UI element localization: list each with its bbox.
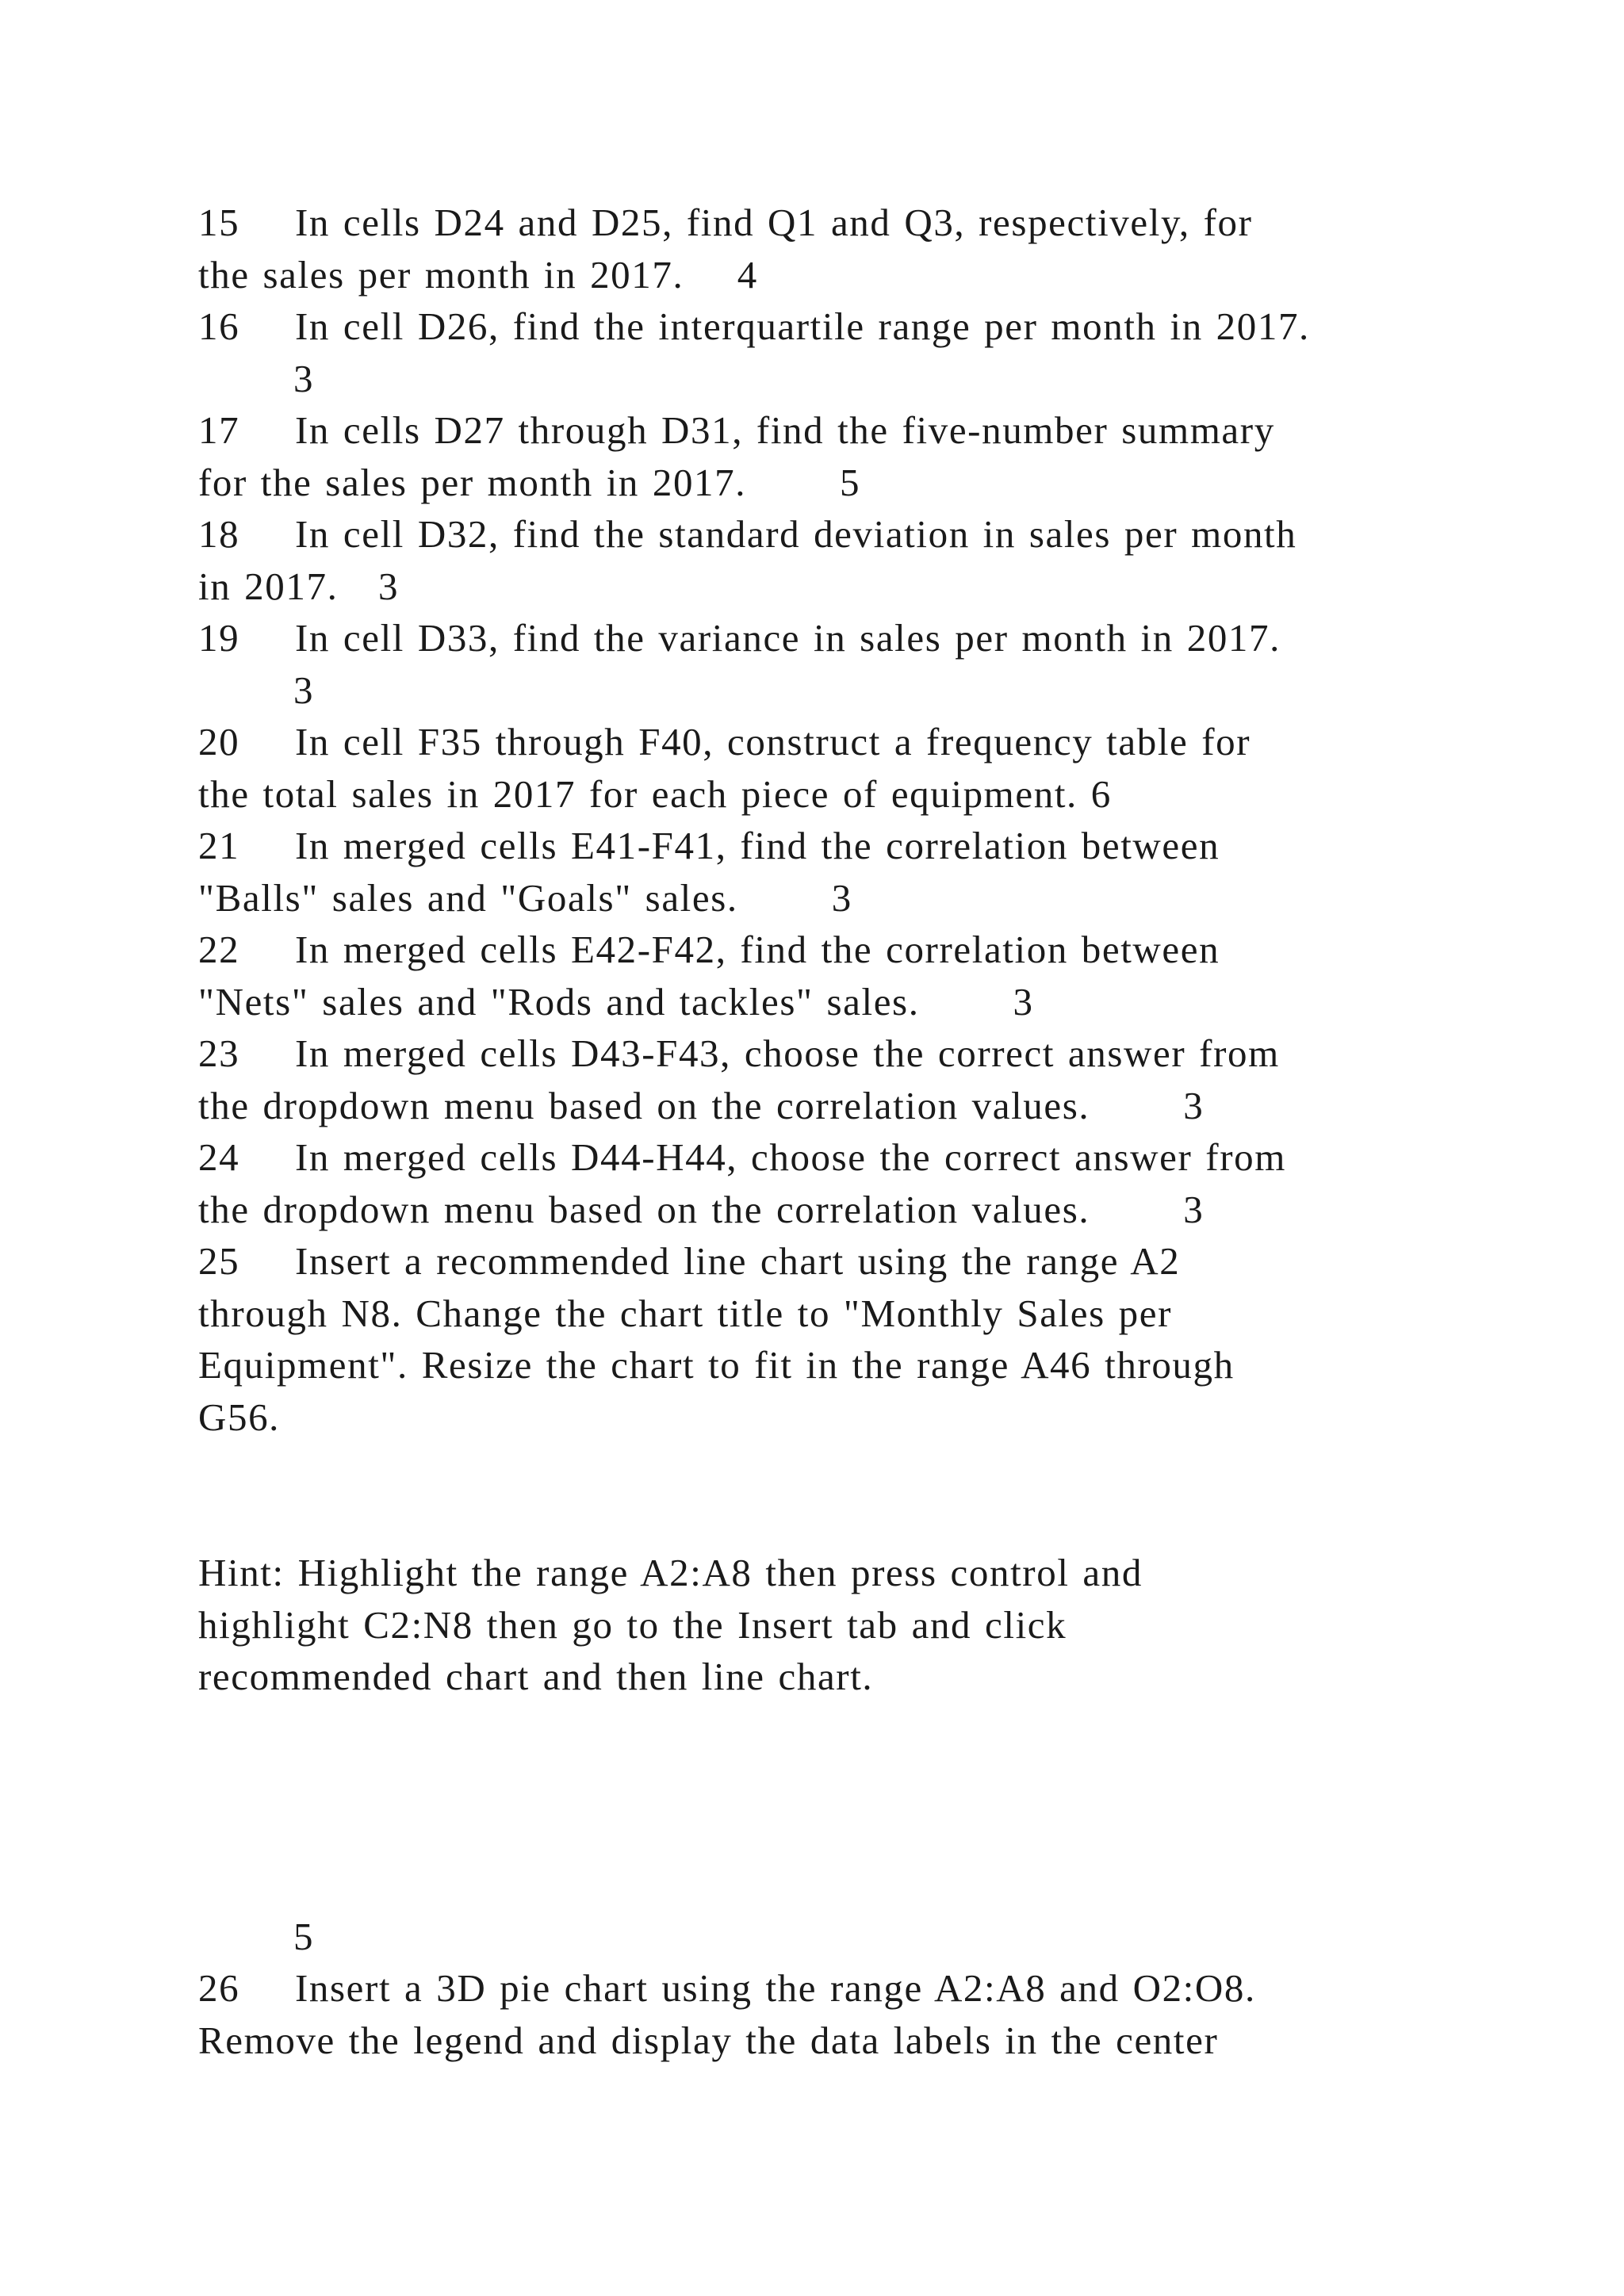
item-15-line-2: the sales per month in 2017. 4 [198,252,758,297]
item-text: In cell D26, find the interquartile range per month in 2017. [295,304,1310,348]
item-25-line-3: Equipment". Resize the chart to fit in the range A46 through [198,1343,1235,1387]
item-19-points: 3 [293,668,315,712]
item-22-line-2: "Nets" sales and "Rods and tackles" sales. 3 [198,979,1034,1024]
blank-line [198,1807,1499,1859]
item-number: 23 [198,1031,240,1075]
item-16-points: 3 [293,356,315,400]
item-number: 22 [198,928,240,971]
hint-line-3: recommended chart and then line chart. [198,1655,874,1698]
item-number: 26 [198,1966,240,2010]
item-number: 19 [198,616,240,660]
blank-line [198,1443,1499,1495]
item-text: In cells D27 through D31, find the five-number summary [295,408,1275,452]
item-25-line-4: G56. [198,1395,281,1439]
item-number: 20 [198,720,240,763]
item-number: 25 [198,1239,240,1283]
item-15-line-1 [198,197,1499,249]
item-number: 24 [198,1135,240,1179]
item-number: 17 [198,408,240,452]
item-17-line-2: for the sales per month in 2017. 5 [198,460,861,504]
item-text: Insert a 3D pie chart using the range A2:A8 and O2:O8. [295,1966,1256,2010]
item-text: In merged cells E42-F42, find the correlation between [295,928,1220,971]
item-26-line-1 [198,1962,1499,2015]
item-number: 18 [198,512,240,556]
item-24-line-2: the dropdown menu based on the correlation values. 3 [198,1187,1205,1231]
item-18-line-2: in 2017. 3 [198,564,400,608]
document-body [198,197,1499,2066]
item-21-line-2: "Balls" sales and "Goals" sales. 3 [198,875,852,920]
item-19-line-1 [198,612,1499,664]
item-25-line-1 [198,1235,1499,1288]
item-26-line-2: Remove the legend and display the data labels in the center [198,2018,1219,2062]
blank-line [198,1858,1499,1911]
item-number: 21 [198,824,240,867]
item-text: Insert a recommended line chart using the range A2 [295,1239,1181,1283]
item-20-line-1 [198,716,1499,768]
item-22-line-1 [198,924,1499,976]
item-text: In cell D32, find the standard deviation in sales per month [295,512,1297,556]
item-text: In merged cells D43-F43, choose the correct answer from [295,1031,1280,1075]
item-text: In cell F35 through F40, construct a frequency table for [295,720,1251,763]
item-text: In merged cells E41-F41, find the correlation between [295,824,1220,867]
item-text: In cell D33, find the variance in sales per month in 2017. [295,616,1281,660]
item-23-line-2: the dropdown menu based on the correlation values. 3 [198,1083,1205,1127]
item-25-points: 5 [293,1914,315,1958]
item-24-line-1 [198,1131,1499,1184]
blank-line [198,1495,1499,1548]
item-21-line-1 [198,820,1499,872]
item-text: In cells D24 and D25, find Q1 and Q3, respectively, for [295,201,1253,244]
item-number: 16 [198,304,240,348]
item-text: In merged cells D44-H44, choose the correct answer from [295,1135,1286,1179]
item-23-line-1 [198,1027,1499,1080]
item-20-line-2: the total sales in 2017 for each piece of equipment. 6 [198,771,1112,816]
hint-line-1: Hint: Highlight the range A2:A8 then press control and [198,1551,1143,1594]
item-25-line-2: through N8. Change the chart title to "Monthly Sales per [198,1291,1172,1335]
hint-line-2: highlight C2:N8 then go to the Insert tab and click [198,1602,1067,1647]
item-16-line-1 [198,300,1499,353]
item-17-line-1 [198,404,1499,457]
item-number: 15 [198,201,240,244]
item-18-line-1 [198,508,1499,561]
blank-line [198,1755,1499,1807]
blank-line [198,1703,1499,1755]
